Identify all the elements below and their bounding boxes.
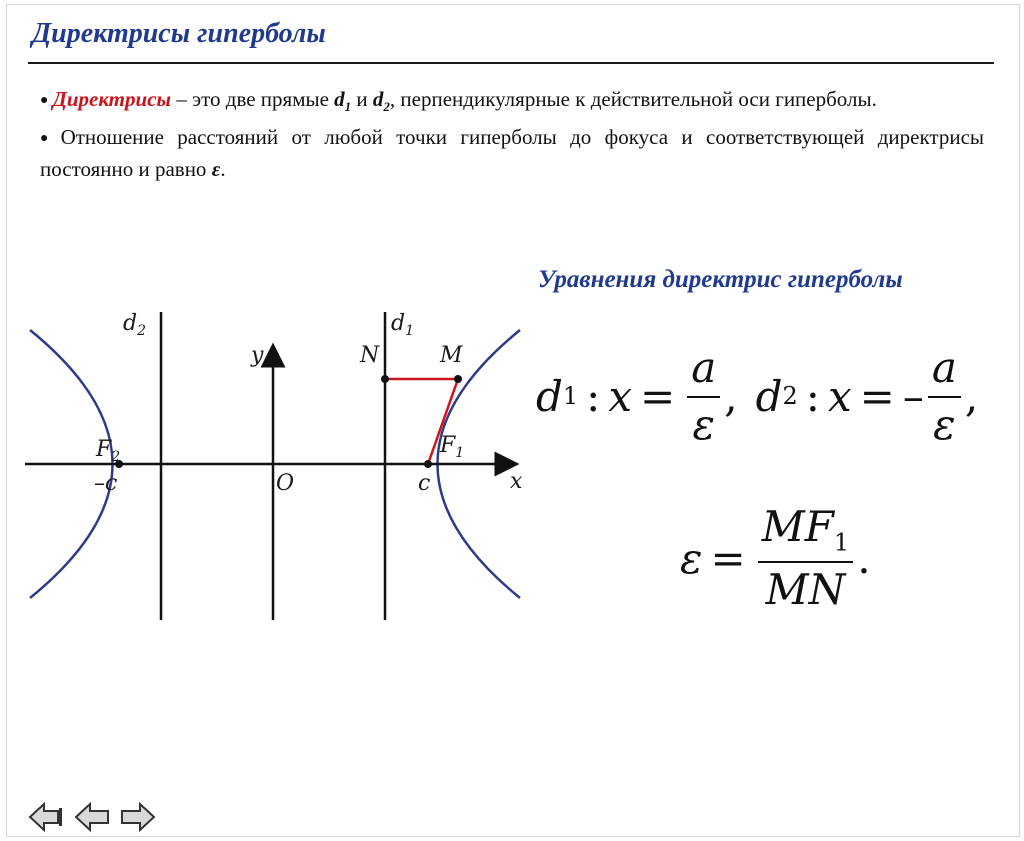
epsilon-symbol: ε xyxy=(211,157,221,182)
first-slide-icon[interactable] xyxy=(26,800,66,834)
fraction-a-over-eps: $\frac{a}{\varepsilon}$ xyxy=(928,343,961,449)
bullet-text: , перпендикулярные к действительной оси гиперболы. xyxy=(389,87,877,111)
bullet-dot-icon: ● xyxy=(40,131,57,147)
bullet-text: – это две прямые xyxy=(171,87,335,111)
label-d1: $d_1$ xyxy=(391,311,415,339)
title-divider xyxy=(28,62,994,64)
label-c: c xyxy=(418,471,431,496)
directrix-equations: d 1 : x = $\frac{a}{\varepsilon}$ , d 2 : x = – $\frac{a}{\varepsilon}$ , xyxy=(536,343,979,449)
bullet-text: и xyxy=(351,87,373,111)
label-d2: $d_2$ xyxy=(123,311,147,339)
label-F1: $F_1$ xyxy=(440,433,465,461)
bullet-list xyxy=(40,84,984,184)
label-origin: O xyxy=(276,471,295,496)
bullet-dot-icon: ● xyxy=(40,93,49,108)
label-minus-c: –c xyxy=(94,471,118,496)
eccentricity-equation: ε = $\frac{MF_1}{MN}$ . xyxy=(680,502,871,614)
label-y: y xyxy=(251,343,264,368)
next-slide-icon[interactable] xyxy=(118,800,158,834)
d1-symbol: $d_1$ xyxy=(334,87,352,115)
point-N xyxy=(381,375,389,383)
d2-symbol: $d_2$ xyxy=(372,87,390,115)
hyperbola-diagram xyxy=(20,290,532,635)
label-F2: $F_2$ xyxy=(96,437,121,465)
bullet-text: Отношение расстояний от любой точки гиперболы до фокуса и соответствующей директрисы постоянно и равно xyxy=(40,125,984,182)
point-F1 xyxy=(424,460,432,468)
label-N: N xyxy=(360,343,380,368)
fraction-MF1-over-MN: $\frac{MF_1}{MN}$ xyxy=(758,502,853,613)
bullet-directrix-definition xyxy=(40,84,984,122)
point-M xyxy=(454,375,462,383)
slide-navigation xyxy=(26,800,158,834)
bullet-ratio-property: ● Отношение расстояний от любой точки гиперболы до фокуса и соответствующей директрисы постоянно и равно ε. xyxy=(40,125,984,182)
directrix-term: Директрисы xyxy=(52,87,172,111)
equations-heading: Уравнения директрис гиперболы xyxy=(538,266,903,293)
label-x: x xyxy=(510,469,523,494)
fraction-a-over-eps: $\frac{a}{\varepsilon}$ xyxy=(687,343,720,449)
label-M: M xyxy=(440,343,463,368)
slide-title: Директрисы гиперболы xyxy=(32,18,326,49)
prev-slide-icon[interactable] xyxy=(72,800,112,834)
